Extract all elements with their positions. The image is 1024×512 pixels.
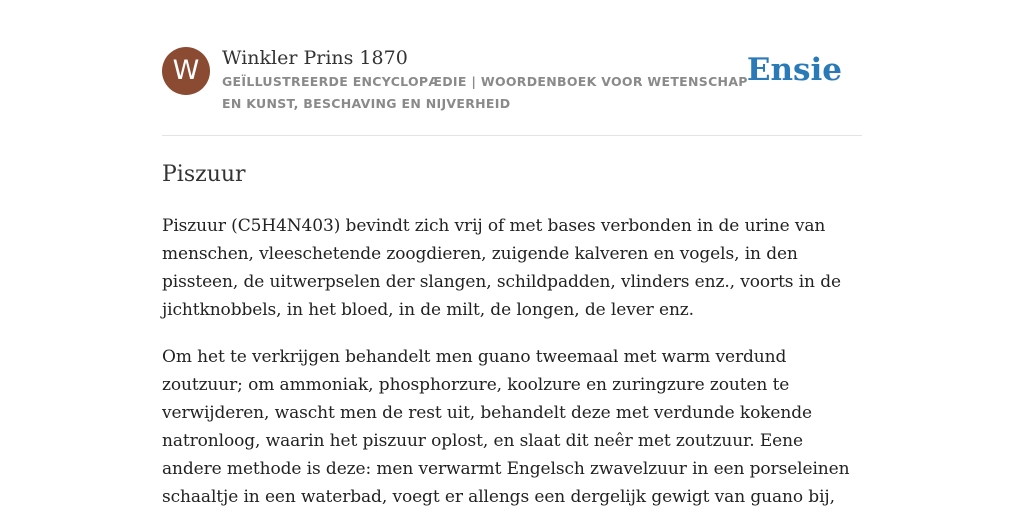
source-subtitle: GEÏLLUSTREERDE ENCYCLOPÆDIE | WOORDENBOEK VOOR WETENSCHAP EN KUNST, BESCHAVING EN NIJVERHEID	[222, 74, 748, 111]
source-title[interactable]: Winkler Prins 1870	[222, 47, 408, 69]
article-body	[162, 212, 862, 512]
avatar[interactable]: W	[162, 47, 210, 95]
brand-logo-link[interactable]: Ensie	[746, 52, 842, 88]
article-paragraph: Om het te verkrijgen behandelt men guano tweemaal met warm verdund zoutzuur; om ammoniak, phosphorzure, koolzure en zuringzure zouten te verwijderen, wascht men de rest uit, behandelt deze met verdunde kokende natronloog, waarin het piszuur oplost, en slaat dit neêr met zoutzuur. Eene andere methode is deze: men verwarmt Engelsch zwavelzuur in een porseleinen schaaltje in een waterbad, voegt er allengs een dergelijk gewigt van guano bij,	[162, 347, 850, 507]
article-title: Piszuur	[162, 162, 246, 187]
source-header	[162, 0, 862, 136]
source-title-block	[222, 45, 762, 115]
article-paragraph: Piszuur (C5H4N403) bevindt zich vrij of met bases verbonden in de urine van menschen, vleeschetende zoogdieren, zuigende kalveren en vogels, in den pissteen, de uitwerpselen der slangen, schildpadden, vlinders enz., voorts in de jichtknobbels, in het bloed, in de milt, de longen, de lever enz.	[162, 216, 841, 320]
main-container	[162, 0, 862, 507]
